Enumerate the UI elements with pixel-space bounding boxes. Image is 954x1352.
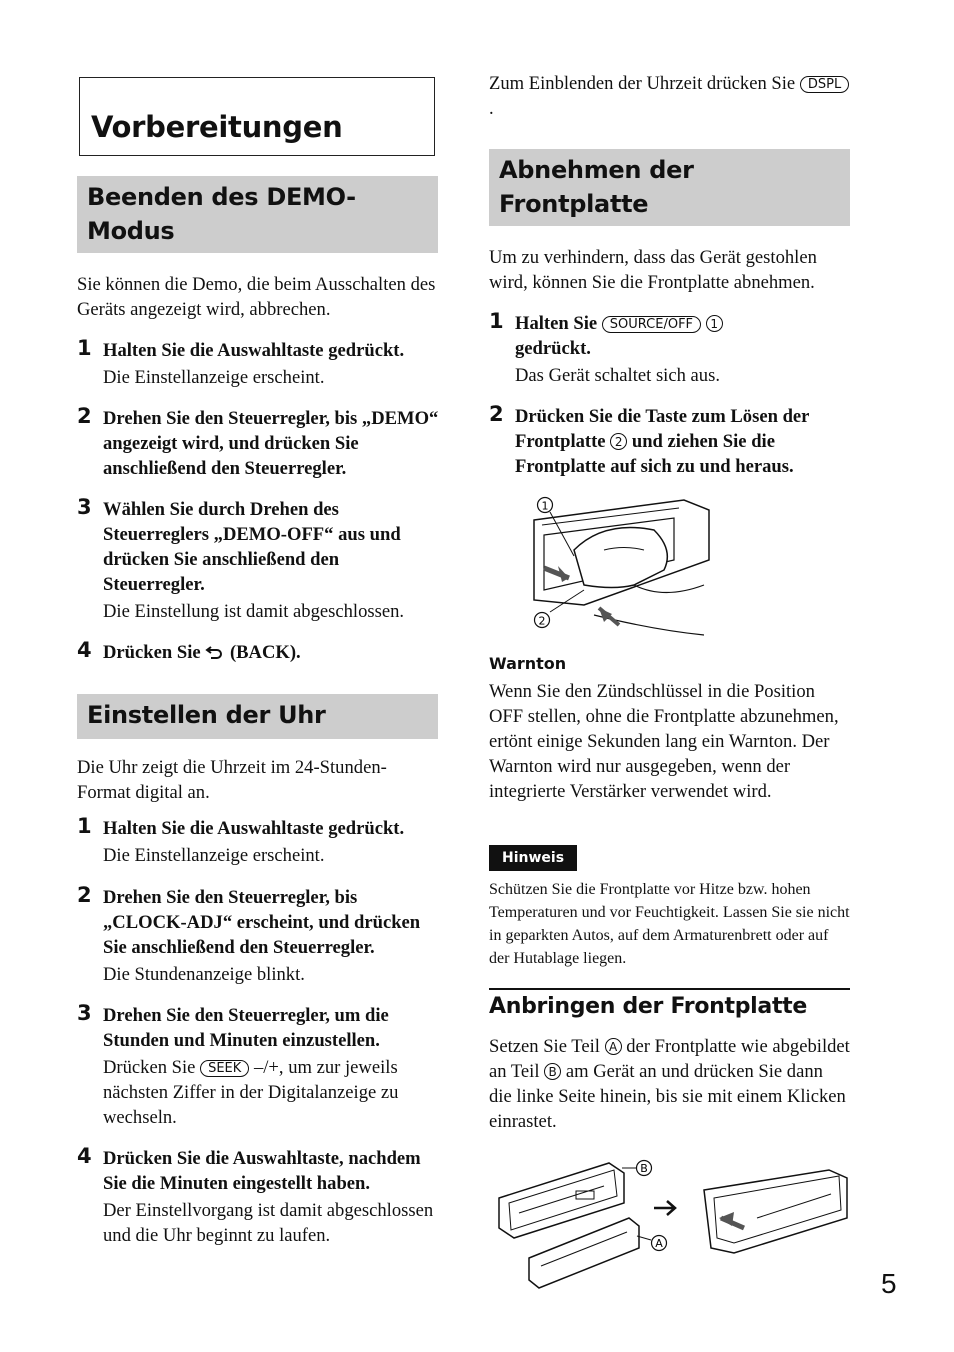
remove-intro: Um zu verhindern, dass das Gerät gestohlen wird, können Sie die Frontplatte abnehmen. [489, 247, 817, 293]
page-number: 5 [881, 1268, 897, 1299]
demo-intro: Sie können die Demo, die beim Ausschalten des Geräts angezeigt wird, abbrechen. [77, 274, 436, 320]
attach-text: Setzen Sie Teil A der Frontplatte wie abgebildet an Teil B am Gerät an und drücken Sie dann die linke Seite hinein, bis sie mit einem Klicken einrastet. [489, 1036, 850, 1132]
attach-heading-rule [489, 988, 850, 990]
warnton-text: Wenn Sie den Zündschlüssel in die Position OFF stellen, ohne die Frontplatte abzunehmen, ertönt einige Sekunden lang ein Warnton. Der Warnton wird nur ausgegeben, wenn der integrierte Verstärker verwendet wird. [489, 681, 839, 802]
callout-b: B [544, 1063, 561, 1080]
callout-2: 2 [610, 433, 627, 450]
figure-label-1: 1 [541, 499, 549, 513]
clock-intro: Die Uhr zeigt die Uhrzeit im 24-Stunden-Format digital an. [77, 757, 387, 803]
section-heading-clock: Einstellen der Uhr [77, 694, 438, 739]
hinweis-text: Schützen Sie die Frontplatte vor Hitze bzw. hohen Temperaturen und vor Feuchtigkeit. Lassen Sie sie nicht in geparkten Autos, auf dem Armaturenbrett oder auf der Hutablage liegen. [489, 881, 850, 967]
callout-1: 1 [706, 315, 723, 332]
figure-label-a: A [655, 1237, 663, 1250]
remove-faceplate-illustration [514, 490, 714, 640]
chapter-title: Vorbereitungen [91, 110, 343, 144]
source-off-key: SOURCE/OFF [602, 316, 701, 333]
hinweis-badge: Hinweis [489, 845, 577, 871]
dspl-key: DSPL [800, 76, 849, 93]
section-heading-attach: Anbringen der Frontplatte [489, 994, 808, 1019]
chapter-title-box [79, 77, 435, 156]
seek-key: SEEK [200, 1060, 249, 1077]
dspl-note: Zum Einblenden der Uhrzeit drücken Sie DSPL. [489, 71, 850, 121]
back-arrow-icon [205, 645, 225, 659]
warnton-heading: Warnton [489, 654, 567, 673]
callout-a: A [605, 1038, 622, 1055]
figure-label-2: 2 [538, 614, 546, 628]
attach-faceplate-illustration [489, 1148, 851, 1296]
section-heading-demo: Beenden des DEMO-Modus [77, 176, 438, 253]
section-heading-remove: Abnehmen der Frontplatte [489, 149, 850, 226]
figure-label-b: B [640, 1162, 648, 1175]
